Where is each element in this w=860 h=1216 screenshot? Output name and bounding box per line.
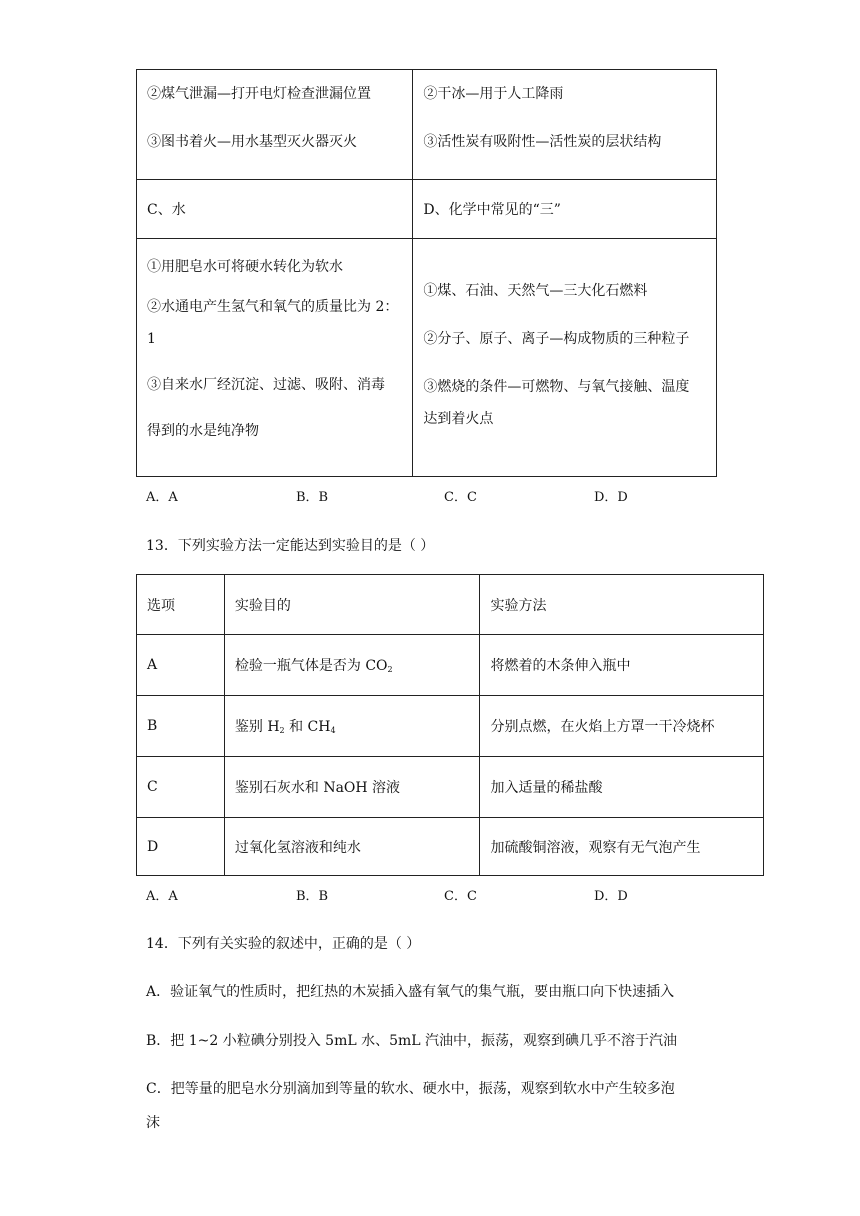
table-row [137,696,764,757]
q13-row-a-purpose-text: 检验一瓶气体是否为 CO [234,658,388,674]
q13-row-d-method: 加硫酸铜溶液，观察有无气泡产生 [480,818,764,876]
q13-row-b-subscript2: 4 [330,726,336,735]
q13-row-c-method: 加入适量的稀盐酸 [480,757,764,818]
q13-table [136,574,764,876]
q13-option-a[interactable]: A．A [146,889,178,904]
q13-options [146,885,706,905]
q12-c-line: 得到的水是纯净物 [147,423,259,439]
table-row [137,818,764,876]
q12-header-d [413,180,717,239]
q13-option-c[interactable]: C．C [444,889,477,904]
q12-cell-c [137,239,413,477]
q13-header-option: 选项 [137,575,225,635]
q14-option-a[interactable]: A．验证氧气的性质时，把红热的木炭插入盛有氧气的集气瓶，要由瓶口向下快速插入 [146,984,675,1000]
q12-cell-b-left [137,70,413,180]
table-row [137,757,764,818]
q12-d-line: ②分子、原子、离子—构成物质的三种粒子 [423,331,690,347]
q14-option-c[interactable]: C．把等量的肥皂水分别滴加到等量的软水、硬水中，振荡，观察到软水中产生较多泡 [146,1081,675,1097]
q14-stem: 14．下列有关实验的叙述中，正确的是（ ） [146,936,421,952]
q12-header-c-text: C、水 [147,202,186,218]
q13-row-b-purpose [224,696,480,757]
q13-row-b-purpose-text: 鉴别 H [234,719,280,735]
q12-c-line: 1 [147,331,156,347]
q12-option-c[interactable]: C．C [444,490,477,505]
q12-d-line: ①煤、石油、天然气—三大化石燃料 [423,283,648,299]
q12-options [146,486,706,506]
table-row [137,635,764,696]
q12-line: ③图书着火—用水基型灭火器灭火 [147,134,357,150]
q12-option-a[interactable]: A．A [146,490,178,505]
q13-row-a-subscript: 2 [387,665,393,674]
q12-table [136,69,717,477]
q12-line: ②干冰—用于人工降雨 [423,86,564,102]
q12-d-line: 达到着火点 [423,411,494,427]
q13-row-c-option: C [137,757,225,818]
q12-option-d[interactable]: D．D [594,490,628,505]
q13-row-a-method: 将燃着的木条伸入瓶中 [480,635,764,696]
q13-stem: 13．下列实验方法一定能达到实验目的是（ ） [146,538,435,554]
q13-header-purpose: 实验目的 [224,575,480,635]
q12-line: ③活性炭有吸附性—活性炭的层状结构 [423,134,662,150]
q13-header-method: 实验方法 [480,575,764,635]
q12-c-line: ①用肥皂水可将硬水转化为软水 [147,259,343,275]
q13-row-a-option: A [137,635,225,696]
q12-c-line: ②水通电产生氢气和氧气的质量比为 2： [147,299,399,315]
q12-c-line: ③自来水厂经沉淀、过滤、吸附、消毒 [147,377,385,393]
q13-row-b-method: 分别点燃，在火焰上方罩一干冷烧杯 [480,696,764,757]
q12-d-line: ③燃烧的条件—可燃物、与氧气接触、温度 [423,379,690,395]
q13-option-d[interactable]: D．D [594,889,628,904]
q12-line: ②煤气泄漏—打开电灯检查泄漏位置 [147,86,371,102]
q12-cell-b-right [413,70,717,180]
q13-row-b-purpose-text2: 和 CH [284,719,331,735]
q12-option-b[interactable]: B．B [296,490,329,505]
q13-row-c-purpose: 鉴别石灰水和 NaOH 溶液 [224,757,480,818]
q13-row-b-option: B [137,696,225,757]
q14-option-c-cont: 沫 [146,1115,160,1131]
q14-option-b[interactable]: B．把 1~2 小粒碘分别投入 5mL 水、5mL 汽油中，振荡，观察到碘几乎不溶于汽油 [146,1033,678,1049]
q13-row-d-option: D [137,818,225,876]
q12-cell-d [413,239,717,477]
q13-row-d-purpose: 过氧化氢溶液和纯水 [224,818,480,876]
q12-header-c [137,180,413,239]
q13-row-a-purpose [224,635,480,696]
q13-option-b[interactable]: B．B [296,889,329,904]
q12-header-d-text: D、化学中常见的“三” [423,202,561,218]
q13-row-b-subscript: 2 [279,726,285,735]
